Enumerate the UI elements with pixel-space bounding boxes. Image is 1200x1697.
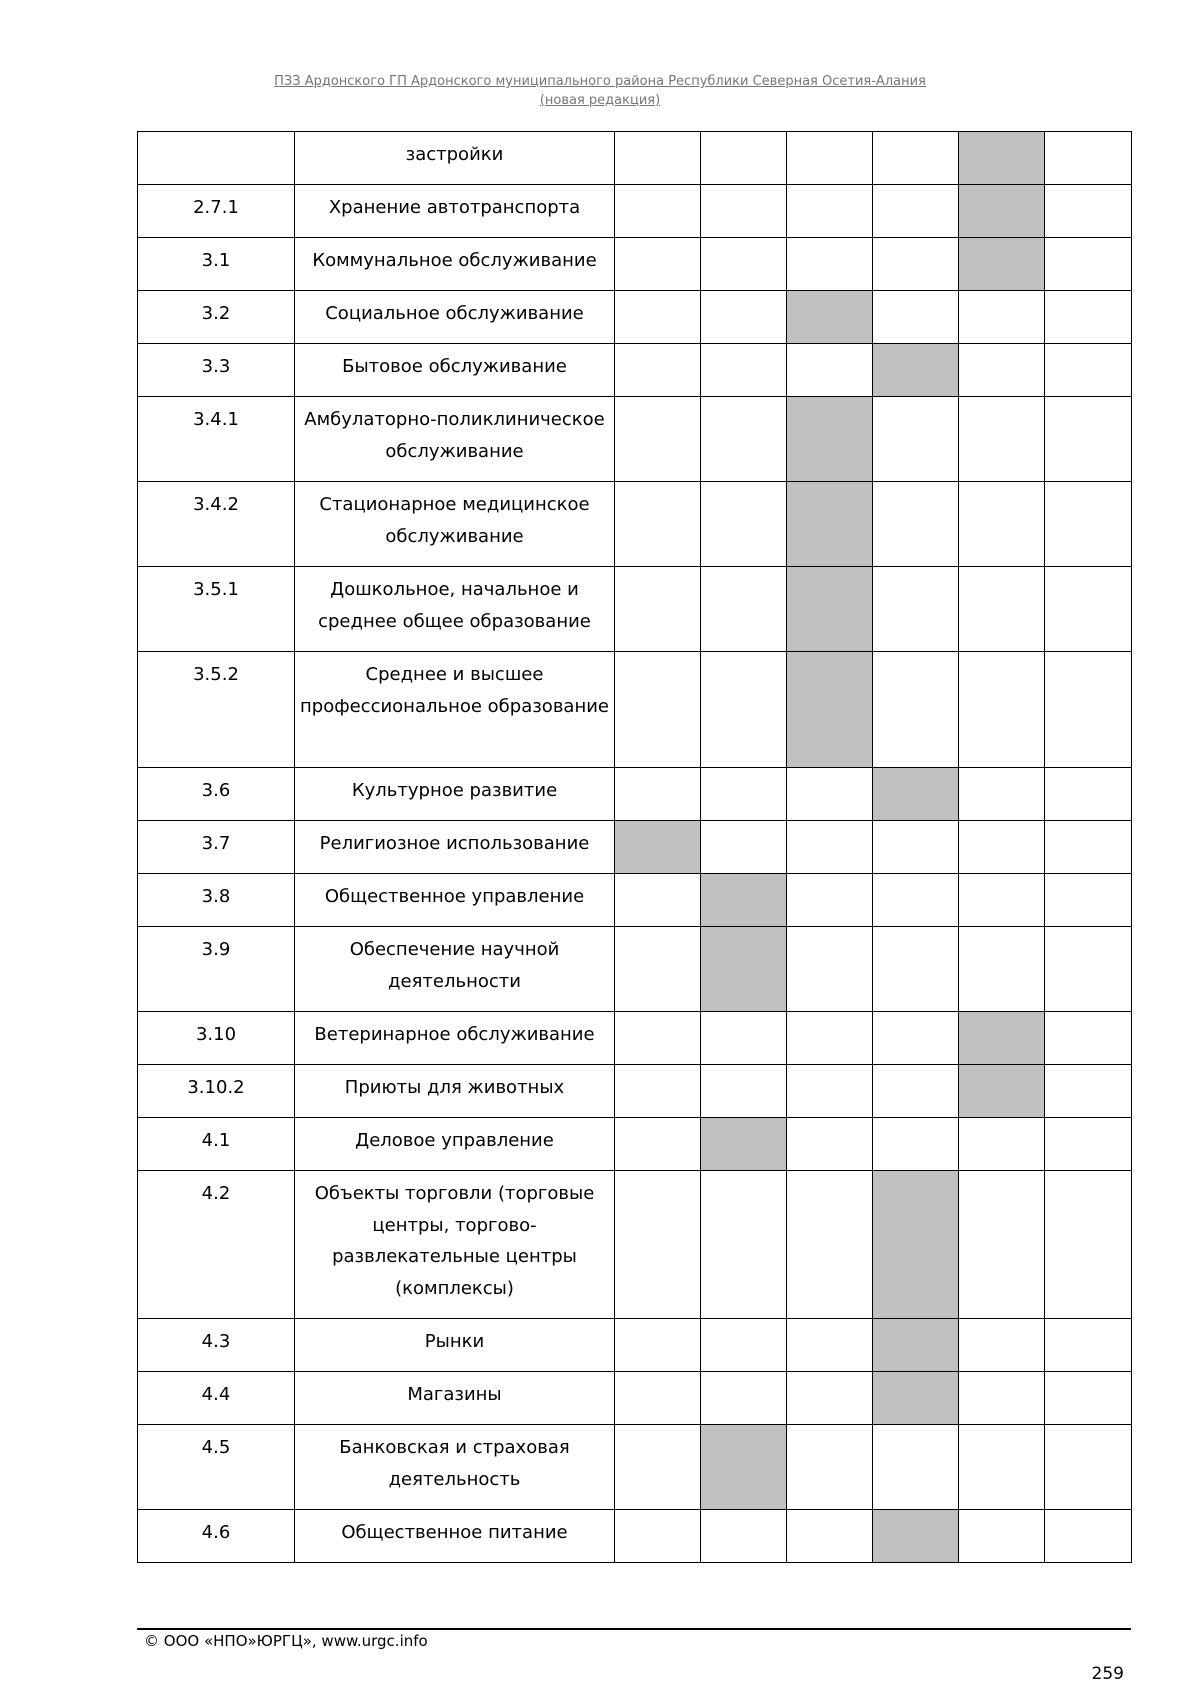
zone-cell-empty — [787, 874, 873, 927]
zone-cell-permitted — [787, 397, 873, 482]
zone-cell-permitted — [873, 1319, 959, 1372]
table-row — [138, 1012, 1132, 1065]
zone-cell-empty — [959, 1372, 1045, 1425]
row-code: 3.3 — [138, 344, 295, 397]
row-code: 3.10.2 — [138, 1065, 295, 1118]
zone-cell-permitted — [615, 821, 701, 874]
zone-cell-empty — [1045, 567, 1132, 652]
row-use-name: Общественное управление — [295, 874, 615, 927]
zone-cell-empty — [787, 185, 873, 238]
zone-cell-permitted — [873, 1372, 959, 1425]
zone-cell-empty — [1045, 1510, 1132, 1563]
row-code: 3.2 — [138, 291, 295, 344]
zone-cell-empty — [615, 1118, 701, 1171]
zone-cell-empty — [615, 768, 701, 821]
zone-cell-empty — [787, 1319, 873, 1372]
table-row — [138, 1372, 1132, 1425]
zone-cell-empty — [615, 1171, 701, 1319]
zone-cell-permitted — [959, 185, 1045, 238]
zone-cell-empty — [787, 1118, 873, 1171]
row-code: 4.6 — [138, 1510, 295, 1563]
table-row — [138, 482, 1132, 567]
zone-cell-empty — [787, 1065, 873, 1118]
zone-cell-empty — [615, 1425, 701, 1510]
zone-cell-empty — [959, 768, 1045, 821]
zone-cell-permitted — [787, 482, 873, 567]
zone-cell-empty — [615, 652, 701, 768]
page-number: 259 — [1091, 1664, 1124, 1684]
zone-cell-empty — [1045, 1012, 1132, 1065]
zone-cell-empty — [959, 1425, 1045, 1510]
zone-cell-empty — [787, 344, 873, 397]
zone-cell-empty — [1045, 1065, 1132, 1118]
zone-cell-permitted — [787, 652, 873, 768]
table-row — [138, 238, 1132, 291]
zone-cell-permitted — [873, 344, 959, 397]
zone-cell-empty — [1045, 768, 1132, 821]
zone-cell-permitted — [787, 291, 873, 344]
row-use-name: Бытовое обслуживание — [295, 344, 615, 397]
zone-cell-empty — [873, 238, 959, 291]
zone-cell-empty — [959, 1118, 1045, 1171]
zone-cell-empty — [701, 1012, 787, 1065]
row-use-name: Религиозное использование — [295, 821, 615, 874]
row-code: 4.4 — [138, 1372, 295, 1425]
row-code: 3.10 — [138, 1012, 295, 1065]
zone-cell-empty — [701, 567, 787, 652]
table-row — [138, 874, 1132, 927]
zone-cell-empty — [787, 821, 873, 874]
row-code: 4.3 — [138, 1319, 295, 1372]
zone-cell-empty — [787, 132, 873, 185]
table-row — [138, 291, 1132, 344]
zone-cell-empty — [701, 1372, 787, 1425]
zone-cell-empty — [1045, 185, 1132, 238]
zone-cell-empty — [615, 185, 701, 238]
row-use-name: Банковская и страховая деятельность — [295, 1425, 615, 1510]
footer-divider — [137, 1628, 1131, 1630]
row-use-name: Среднее и высшее профессиональное образование — [295, 652, 615, 768]
row-use-name: Амбулаторно-поликлиническое обслуживание — [295, 397, 615, 482]
zone-cell-empty — [701, 238, 787, 291]
zone-cell-empty — [615, 1065, 701, 1118]
zone-cell-empty — [615, 397, 701, 482]
zone-cell-empty — [873, 1425, 959, 1510]
zone-cell-empty — [1045, 482, 1132, 567]
row-use-name: Приюты для животных — [295, 1065, 615, 1118]
zone-cell-empty — [873, 874, 959, 927]
zone-cell-empty — [873, 1118, 959, 1171]
row-use-name: Хранение автотранспорта — [295, 185, 615, 238]
zone-cell-permitted — [873, 1171, 959, 1319]
zone-cell-empty — [959, 344, 1045, 397]
row-use-name: Дошкольное, начальное и среднее общее образование — [295, 567, 615, 652]
row-code: 3.7 — [138, 821, 295, 874]
zone-cell-empty — [701, 482, 787, 567]
zone-cell-empty — [701, 185, 787, 238]
zone-cell-empty — [701, 1319, 787, 1372]
zone-cell-empty — [701, 1510, 787, 1563]
zone-cell-empty — [787, 1012, 873, 1065]
table-row — [138, 768, 1132, 821]
zone-cell-empty — [701, 1171, 787, 1319]
row-code: 3.4.2 — [138, 482, 295, 567]
table-row — [138, 821, 1132, 874]
row-code: 3.6 — [138, 768, 295, 821]
table-row — [138, 397, 1132, 482]
row-code: 3.5.2 — [138, 652, 295, 768]
zone-cell-empty — [615, 132, 701, 185]
row-code: 3.8 — [138, 874, 295, 927]
table-row — [138, 1510, 1132, 1563]
zone-cell-permitted — [701, 1118, 787, 1171]
zone-cell-empty — [959, 1171, 1045, 1319]
zone-cell-empty — [873, 927, 959, 1012]
header-title: ПЗЗ Ардонского ГП Ардонского муниципального района Республики Северная Осетия-Алания — [274, 74, 926, 89]
zone-cell-empty — [615, 344, 701, 397]
zone-cell-empty — [787, 1425, 873, 1510]
zone-cell-empty — [701, 344, 787, 397]
zone-cell-empty — [615, 1012, 701, 1065]
land-use-table — [137, 131, 1132, 1563]
zone-cell-empty — [959, 397, 1045, 482]
row-use-name: Рынки — [295, 1319, 615, 1372]
zone-cell-empty — [701, 132, 787, 185]
zone-cell-empty — [615, 1510, 701, 1563]
row-code: 2.7.1 — [138, 185, 295, 238]
zone-cell-empty — [1045, 874, 1132, 927]
zone-cell-permitted — [701, 927, 787, 1012]
table-row — [138, 185, 1132, 238]
zone-cell-empty — [873, 821, 959, 874]
zone-cell-empty — [615, 238, 701, 291]
row-code: 4.5 — [138, 1425, 295, 1510]
table-row — [138, 652, 1132, 768]
zone-cell-empty — [787, 768, 873, 821]
zone-cell-empty — [1045, 821, 1132, 874]
row-code: 3.5.1 — [138, 567, 295, 652]
table-row — [138, 927, 1132, 1012]
zone-cell-empty — [873, 132, 959, 185]
row-code: 3.4.1 — [138, 397, 295, 482]
row-use-name: Магазины — [295, 1372, 615, 1425]
zone-cell-empty — [959, 482, 1045, 567]
table-body — [138, 132, 1132, 1563]
zone-cell-empty — [615, 482, 701, 567]
table-row — [138, 1425, 1132, 1510]
zone-cell-empty — [787, 238, 873, 291]
zone-cell-empty — [1045, 291, 1132, 344]
zone-cell-permitted — [787, 567, 873, 652]
zone-cell-empty — [1045, 1319, 1132, 1372]
table-row — [138, 344, 1132, 397]
zone-cell-permitted — [701, 874, 787, 927]
zone-cell-empty — [1045, 1118, 1132, 1171]
row-use-name: Обеспечение научной деятельности — [295, 927, 615, 1012]
zone-cell-empty — [1045, 1171, 1132, 1319]
header-subtitle: (новая редакция) — [539, 93, 661, 108]
zone-cell-empty — [701, 291, 787, 344]
zone-cell-empty — [615, 1372, 701, 1425]
zone-cell-permitted — [701, 1425, 787, 1510]
zone-cell-permitted — [873, 768, 959, 821]
row-use-name: застройки — [295, 132, 615, 185]
zone-cell-empty — [701, 768, 787, 821]
zone-cell-empty — [615, 927, 701, 1012]
zone-cell-empty — [615, 1319, 701, 1372]
row-code: 4.1 — [138, 1118, 295, 1171]
row-code — [138, 132, 295, 185]
row-use-name: Объекты торговли (торговые центры, торгово-развлекательные центры (комплексы) — [295, 1171, 615, 1319]
page-header — [0, 72, 1200, 110]
zone-cell-empty — [1045, 1372, 1132, 1425]
zone-cell-empty — [787, 927, 873, 1012]
zone-cell-empty — [959, 874, 1045, 927]
zone-cell-permitted — [959, 238, 1045, 291]
zone-cell-empty — [959, 927, 1045, 1012]
zone-cell-empty — [873, 185, 959, 238]
zone-cell-empty — [873, 567, 959, 652]
zone-cell-empty — [787, 1171, 873, 1319]
row-use-name: Общественное питание — [295, 1510, 615, 1563]
table-row — [138, 1171, 1132, 1319]
zone-cell-empty — [615, 874, 701, 927]
zone-cell-empty — [1045, 132, 1132, 185]
zone-cell-empty — [959, 291, 1045, 344]
zone-cell-empty — [701, 821, 787, 874]
zone-cell-empty — [873, 1065, 959, 1118]
row-code: 4.2 — [138, 1171, 295, 1319]
row-use-name: Стационарное медицинское обслуживание — [295, 482, 615, 567]
zone-cell-empty — [873, 397, 959, 482]
table-row — [138, 132, 1132, 185]
table-row — [138, 567, 1132, 652]
zone-cell-empty — [701, 397, 787, 482]
table-row — [138, 1118, 1132, 1171]
row-code: 3.1 — [138, 238, 295, 291]
row-use-name: Социальное обслуживание — [295, 291, 615, 344]
zone-cell-empty — [1045, 927, 1132, 1012]
row-use-name: Ветеринарное обслуживание — [295, 1012, 615, 1065]
zone-cell-empty — [1045, 1425, 1132, 1510]
zone-cell-empty — [873, 652, 959, 768]
zone-cell-empty — [787, 1372, 873, 1425]
zone-cell-empty — [1045, 344, 1132, 397]
zone-cell-empty — [873, 291, 959, 344]
zone-cell-empty — [959, 567, 1045, 652]
zone-cell-empty — [1045, 652, 1132, 768]
row-code: 3.9 — [138, 927, 295, 1012]
table-row — [138, 1319, 1132, 1372]
row-use-name: Коммунальное обслуживание — [295, 238, 615, 291]
table-row — [138, 1065, 1132, 1118]
zone-cell-permitted — [959, 1012, 1045, 1065]
zone-cell-empty — [959, 821, 1045, 874]
row-use-name: Деловое управление — [295, 1118, 615, 1171]
zone-cell-permitted — [959, 132, 1045, 185]
zone-cell-empty — [959, 652, 1045, 768]
zone-cell-empty — [959, 1510, 1045, 1563]
zone-cell-empty — [615, 291, 701, 344]
zone-cell-empty — [787, 1510, 873, 1563]
zone-cell-permitted — [959, 1065, 1045, 1118]
zone-cell-empty — [1045, 397, 1132, 482]
zone-cell-empty — [701, 652, 787, 768]
zone-cell-permitted — [873, 1510, 959, 1563]
copyright-text: © ООО «НПО»ЮРГЦ», www.urgc.info — [144, 1632, 428, 1650]
zone-cell-empty — [873, 482, 959, 567]
zone-cell-empty — [1045, 238, 1132, 291]
row-use-name: Культурное развитие — [295, 768, 615, 821]
zone-cell-empty — [873, 1012, 959, 1065]
zone-cell-empty — [615, 567, 701, 652]
zone-cell-empty — [959, 1319, 1045, 1372]
zone-cell-empty — [701, 1065, 787, 1118]
